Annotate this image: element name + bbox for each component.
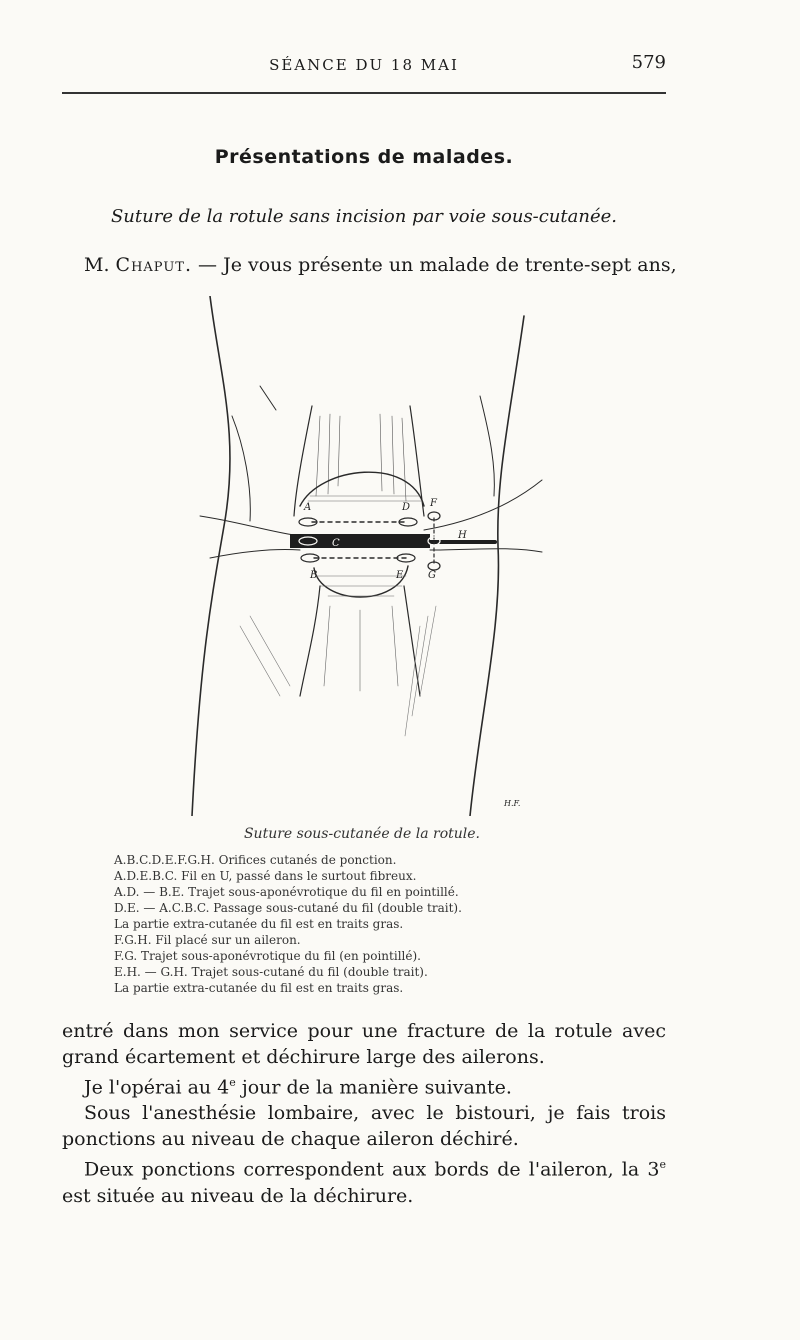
label-h: H: [458, 530, 467, 541]
legend-line: La partie extra-cutanée du fil est en traits gras.: [114, 917, 404, 931]
label-a: A: [304, 502, 312, 513]
label-d: D: [402, 502, 411, 513]
figure-legend: [114, 852, 634, 996]
page-number: 579: [631, 52, 666, 73]
header-rule: [62, 92, 666, 94]
p4-superscript: e: [659, 1158, 666, 1172]
medial-aileron: [200, 516, 300, 558]
quadriceps-tendon: [294, 406, 424, 516]
body-paragraph-2: [62, 1070, 666, 1100]
label-g: G: [428, 570, 436, 581]
legend-line: D.E. — A.C.B.C. Passage sous-cutané du fil (double trait).: [114, 901, 462, 915]
body-paragraph-3: Sous l'anesthésie lombaire, avec le bistouri, je fais trois ponctions au niveau de chaque aileron déchiré.: [62, 1102, 666, 1151]
p2-text: Je l'opérai au 4: [84, 1076, 230, 1099]
legend-line: La partie extra-cutanée du fil est en traits gras.: [114, 981, 404, 995]
opening-text: — Je vous présente un malade de trente-sept ans,: [192, 254, 677, 276]
figure-signature: H.F.: [504, 799, 521, 808]
legend-line: F.G. Trajet sous-aponévrotique du fil (en pointillé).: [114, 949, 421, 963]
legend-line: A.B.C.D.E.F.G.H. Orifices cutanés de ponction.: [114, 853, 397, 867]
p4-text: Deux ponctions correspondent aux bords de l'aileron, la 3: [84, 1158, 660, 1181]
body-paragraph-4: [62, 1152, 666, 1208]
section-title: Présentations de malades.: [214, 146, 514, 168]
legend-line: F.G.H. Fil placé sur un aileron.: [114, 933, 301, 947]
legend-line: E.H. — G.H. Trajet sous-cutané du fil (double trait).: [114, 965, 428, 979]
opening-paragraph: [84, 254, 677, 276]
body-paragraph-1: entré dans mon service pour une fracture de la rotule avec grand écartement et déchirure large des ailerons.: [62, 1020, 666, 1068]
knee-suture-figure: [180, 296, 560, 816]
legend-line: A.D.E.B.C. Fil en U, passé dans le surtout fibreux.: [114, 869, 417, 883]
figure-caption-title: Suture sous-cutanée de la rotule.: [243, 826, 481, 842]
leg-outline-left: [192, 296, 230, 816]
label-c: C: [332, 538, 340, 549]
label-e: E: [396, 570, 404, 581]
running-head: [62, 52, 666, 82]
patella-lower-fragment: [314, 566, 408, 597]
leg-crease-left: [232, 416, 250, 521]
label-f: F: [430, 498, 437, 509]
author-prefix: M.: [84, 254, 110, 276]
running-title: SÉANCE DU 18 MAI: [269, 56, 459, 74]
p2-text-end: jour de la manière suivante.: [235, 1076, 512, 1099]
label-b: B: [310, 570, 318, 581]
extracutaneous-thread-band: [290, 534, 430, 548]
article-subtitle: Suture de la rotule sans incision par voie sous-cutanée.: [110, 206, 618, 227]
body-text: [62, 1018, 666, 1209]
leg-outline-right: [470, 316, 524, 816]
leg-crease-right: [480, 396, 494, 496]
p2-superscript: e: [229, 1076, 236, 1089]
p4-text-end: est située au niveau de la déchirure.: [62, 1184, 414, 1207]
legend-line: A.D. — B.E. Trajet sous-aponévrotique du fil en pointillé.: [114, 885, 459, 899]
author-name: Chaput.: [115, 254, 192, 276]
